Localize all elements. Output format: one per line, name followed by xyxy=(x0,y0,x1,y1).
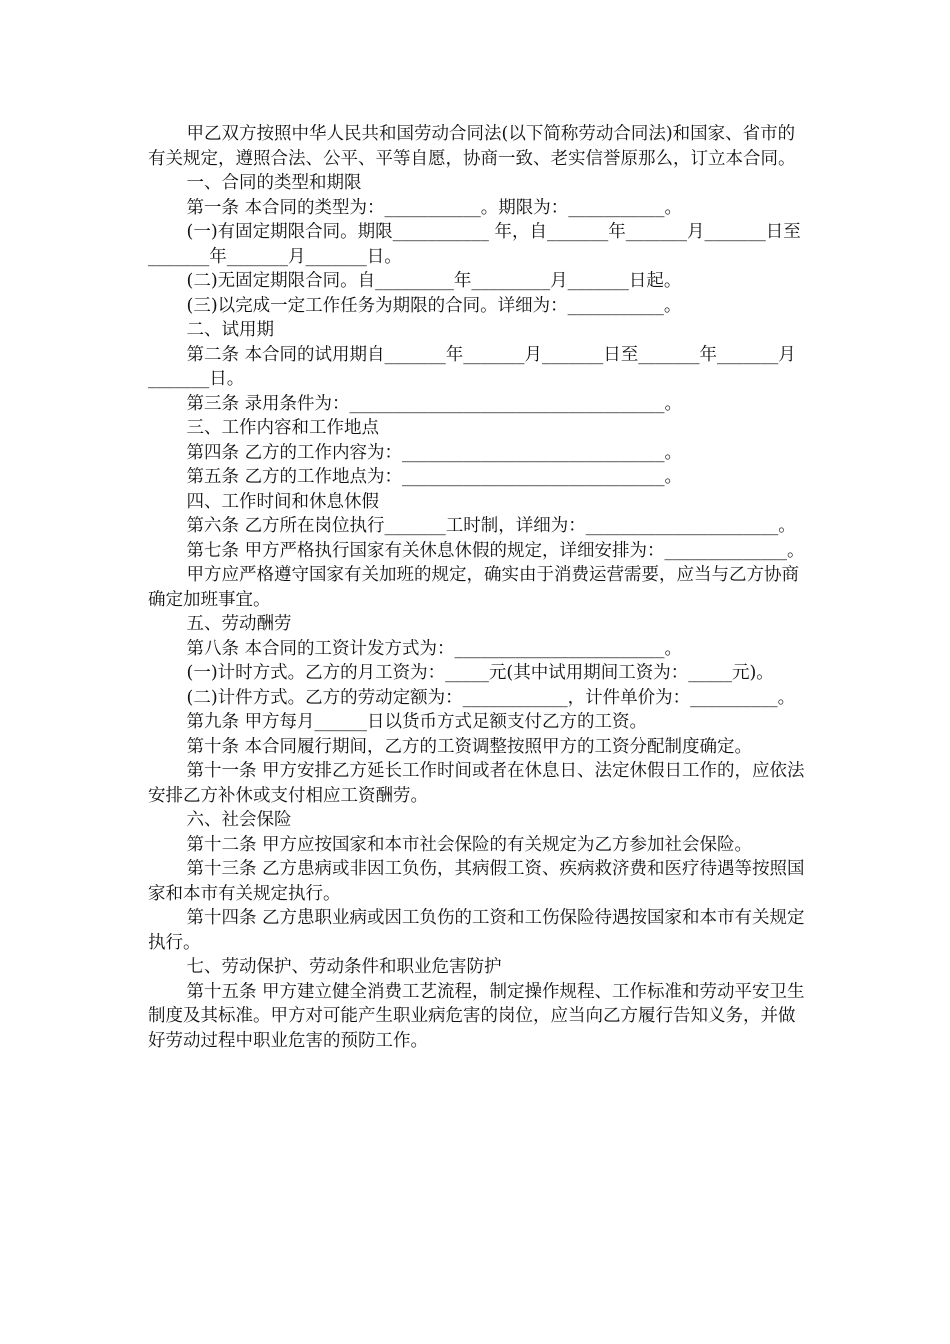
section-heading-probation: 二、试用期 xyxy=(186,320,274,340)
article-8: 第八条 本合同的工资计发方式为：________________________。 xyxy=(186,638,683,659)
paragraph-intro: 甲乙双方按照中华人民共和国劳动合同法(以下简称劳动合同法)和国家、省市的有关规定，遵照合法、公平、平等自愿，协商一致、老实信誉原那么，订立本合同。 xyxy=(148,124,796,169)
article-12: 第十二条 甲方应按国家和本市社会保险的有关规定为乙方参加社会保险。 xyxy=(186,834,753,855)
article-1-open-term: (二)无固定期限合同。自_________年_________月_______日起。 xyxy=(186,271,682,291)
article-1: 第一条 本合同的类型为：___________。期限为：___________。 xyxy=(186,197,683,218)
section-heading-labor-protection: 七、劳动保护、劳动条件和职业危害防护 xyxy=(186,957,502,977)
contract-document xyxy=(148,122,808,1053)
article-5: 第五条 乙方的工作地点为：______________________________。 xyxy=(186,467,683,487)
article-3: 第三条 录用条件为：____________________________________。 xyxy=(186,393,683,414)
article-8-piece-based: (二)计件方式。乙方的劳动定额为：____________，计件单价为：__________。 xyxy=(186,687,796,708)
section-heading-contract-type: 一、合同的类型和期限 xyxy=(186,173,362,193)
article-14: 第十四条 乙方患职业病或因工负伤的工资和工伤保险待遇按国家和本市有关规定执行。 xyxy=(148,908,805,953)
article-2: 第二条 本合同的试用期自_______年_______月_______日至_______年_______月_______日。 xyxy=(148,344,796,389)
article-4: 第四条 乙方的工作内容为：______________________________。 xyxy=(186,442,683,463)
article-8-time-based: (一)计时方式。乙方的月工资为：_____元(其中试用期间工资为：_____元)。 xyxy=(186,663,774,683)
section-heading-remuneration: 五、劳动酬劳 xyxy=(186,614,292,634)
article-7: 第七条 甲方严格执行国家有关休息休假的规定，详细安排为：______________。 xyxy=(186,540,805,561)
section-heading-working-hours: 四、工作时间和休息休假 xyxy=(186,491,379,512)
article-15: 第十五条 甲方建立健全消费工艺流程，制定操作规程、工作标准和劳动平安卫生制度及其标准。甲方对可能产生职业病危害的岗位，应当向乙方履行告知义务，并做好劳动过程中职业危害的预防工作。 xyxy=(148,981,805,1051)
article-6: 第六条 乙方所在岗位执行_______工时制，详细为：______________________。 xyxy=(186,516,796,536)
article-10: 第十条 本合同履行期间，乙方的工资调整按照甲方的工资分配制度确定。 xyxy=(186,736,753,757)
section-heading-social-insurance: 六、社会保险 xyxy=(186,810,292,830)
section-heading-work-content: 三、工作内容和工作地点 xyxy=(186,418,379,438)
article-1-fixed-term: (一)有固定期限合同。期限___________ 年，自_______年_______月_______日至_______年_______月_______日。 xyxy=(148,222,801,267)
article-7-overtime: 甲方应严格遵守国家有关加班的规定，确实由于消费运营需要，应当与乙方协商确定加班事宜。 xyxy=(148,565,799,610)
article-9: 第九条 甲方每月______日以货币方式足额支付乙方的工资。 xyxy=(186,712,648,732)
article-1-task-term: (三)以完成一定工作任务为期限的合同。详细为：___________。 xyxy=(186,295,682,316)
article-13: 第十三条 乙方患病或非因工负伤，其病假工资、疾病救济费和医疗待遇等按照国家和本市有关规定执行。 xyxy=(148,859,805,904)
article-11: 第十一条 甲方安排乙方延长工作时间或者在休息日、法定休假日工作的，应依法安排乙方补休或支付相应工资酬劳。 xyxy=(148,761,805,806)
